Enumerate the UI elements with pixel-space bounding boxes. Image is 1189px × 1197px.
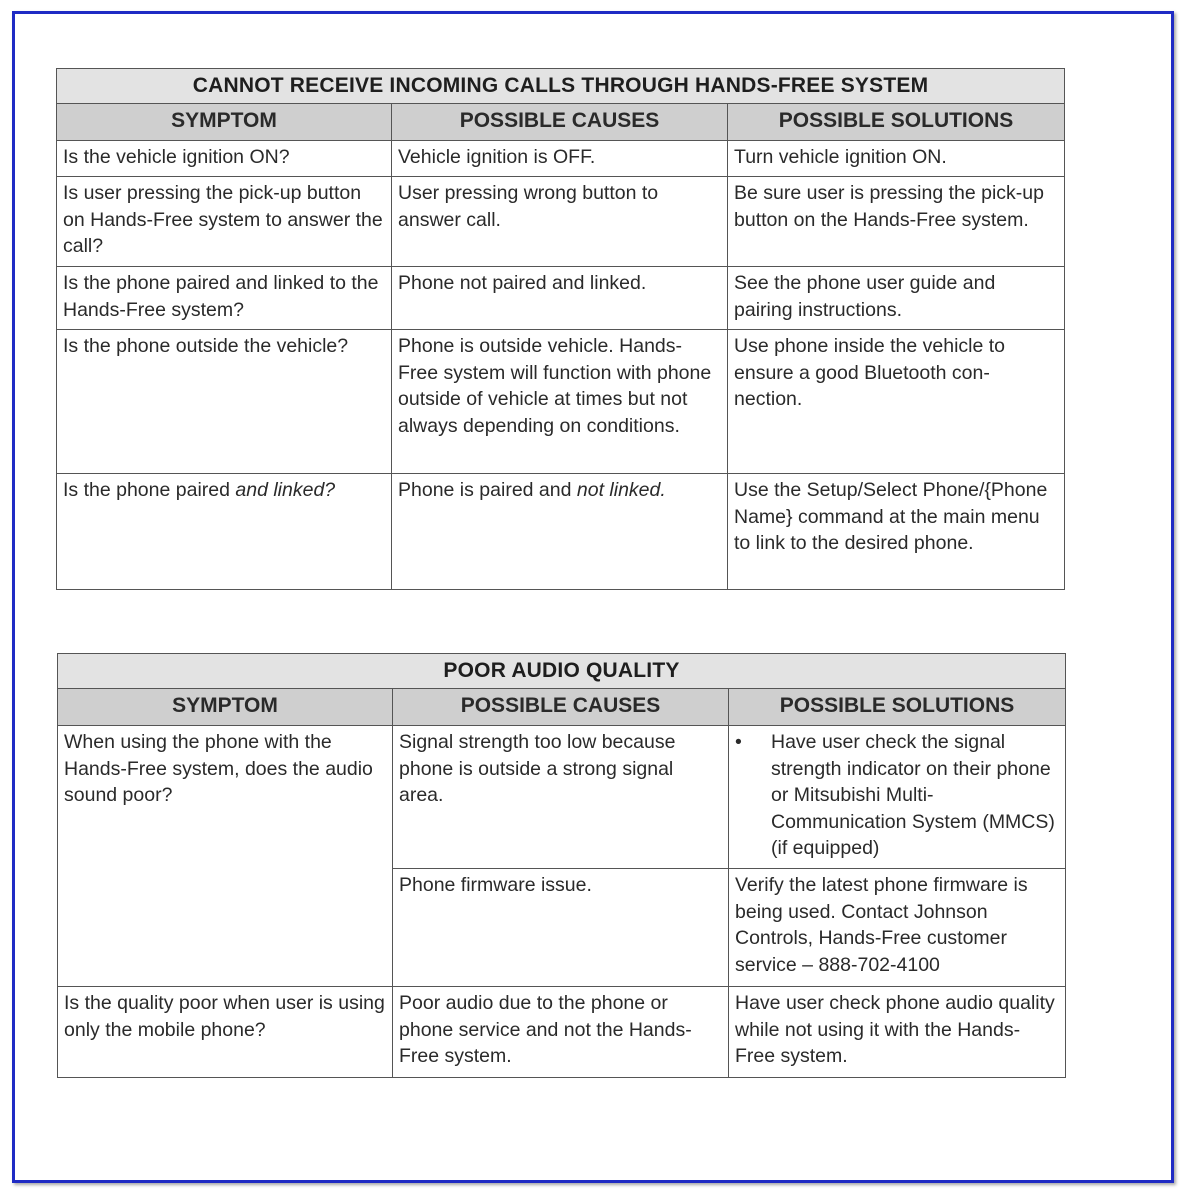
table-title: POOR AUDIO QUALITY [58,654,1066,689]
solution-cell: Turn vehicle ignition ON. [728,141,1065,177]
cause-cell: User pressing wrong button to answer call. [392,177,728,267]
symptom-cell: Is user pressing the pick-up button on Hands-Free system to answer the call? [57,177,392,267]
bullet-text: Have user check the signal strength indicator on their phone or Mitsubishi Multi-Communication System (MMCS) (if equipped) [771,731,1055,859]
cause-cell: Phone firmware issue. [393,869,729,987]
cause-cell: Phone is outside vehicle. Hands-Free system will function with phone outside of vehicle at times but not always depending on conditions. [392,330,728,474]
header-symptom: SYMPTOM [58,689,393,726]
table-row [58,726,1066,869]
cause-text: Phone is paired and [398,479,577,501]
solution-cell: Verify the latest phone firmware is being used. Contact Johnson Controls, Hands-Free customer service – 888-702-4100 [729,869,1066,987]
table-row [57,177,1065,267]
table-row [57,474,1065,590]
cause-cell [392,474,728,590]
symptom-text: Is the phone paired [63,479,236,501]
header-possible-solutions: POSSIBLE SOLUTIONS [729,689,1066,726]
table-row [57,141,1065,177]
solution-cell: Be sure user is pressing the pick-up button on the Hands-Free system. [728,177,1065,267]
symptom-cell: Is the phone outside the vehicle? [57,330,392,474]
cause-cell: Vehicle ignition is OFF. [392,141,728,177]
solution-cell: Use phone inside the vehicle to ensure a good Bluetooth con-nection. [728,330,1065,474]
bullet-item [735,729,1059,862]
cause-emphasis: not linked. [576,479,666,501]
solution-cell: See the phone user guide and pairing instructions. [728,267,1065,330]
symptom-cell: Is the phone paired and linked to the Hands-Free system? [57,267,392,330]
table-row [58,987,1066,1078]
cause-cell: Signal strength too low because phone is outside a strong signal area. [393,726,729,869]
bullet-marker: • [735,731,742,753]
header-possible-causes: POSSIBLE CAUSES [393,689,729,726]
solution-cell [729,726,1066,869]
symptom-cell: Is the quality poor when user is using only the mobile phone? [58,987,393,1078]
solution-cell: Use the Setup/Select Phone/{Phone Name} command at the main menu to link to the desired phone. [728,474,1065,590]
symptom-cell [57,474,392,590]
symptom-cell: Is the vehicle ignition ON? [57,141,392,177]
header-possible-solutions: POSSIBLE SOLUTIONS [728,104,1065,141]
header-possible-causes: POSSIBLE CAUSES [392,104,728,141]
solution-cell: Have user check phone audio quality while not using it with the Hands-Free system. [729,987,1066,1078]
table-row [57,267,1065,330]
table-row [57,330,1065,474]
symptom-cell: When using the phone with the Hands-Free system, does the audio sound poor? [58,726,393,987]
symptom-emphasis: and linked? [235,479,336,501]
cause-cell: Phone not paired and linked. [392,267,728,330]
header-symptom: SYMPTOM [57,104,392,141]
table-poor-audio-quality [57,653,1066,1078]
table-title: CANNOT RECEIVE INCOMING CALLS THROUGH HANDS-FREE SYSTEM [57,69,1065,104]
table-cannot-receive-calls [56,68,1065,590]
cause-cell: Poor audio due to the phone or phone service and not the Hands-Free system. [393,987,729,1078]
